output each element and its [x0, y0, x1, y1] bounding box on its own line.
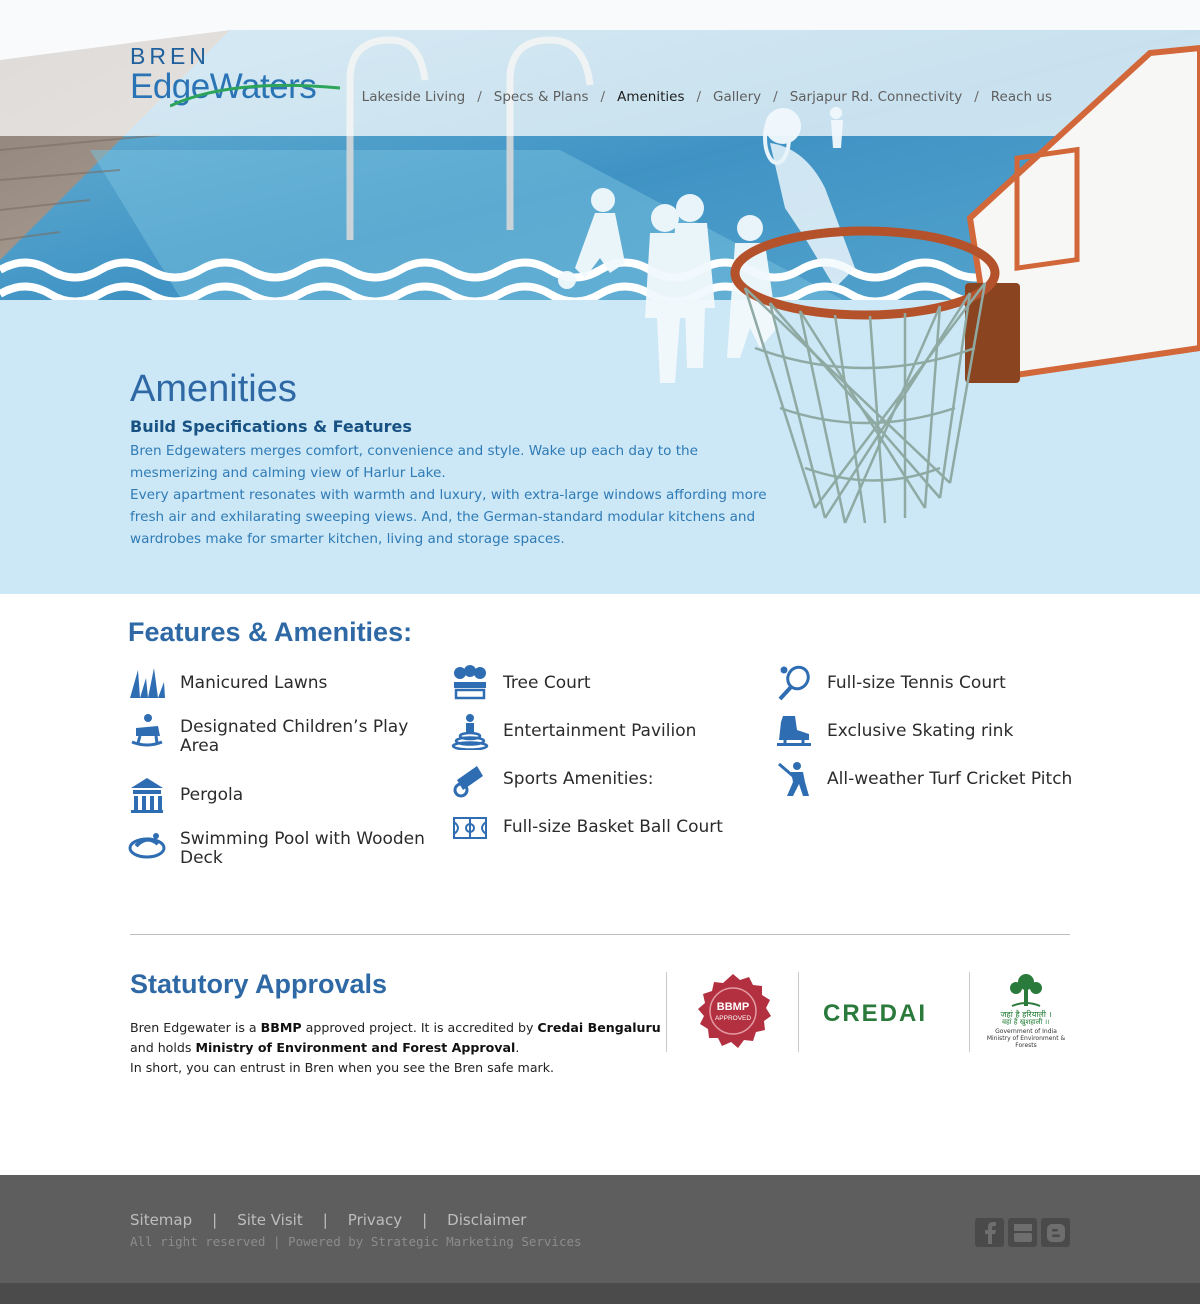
- footer-separator: |: [422, 1211, 428, 1229]
- logo-edgewaters-text: EdgeWaters: [130, 67, 317, 106]
- feature-item: [451, 760, 751, 808]
- nav-separator: /: [974, 89, 979, 105]
- feature-label: Pergola: [180, 785, 244, 805]
- feature-label: Entertainment Pavilion: [503, 721, 697, 741]
- feature-label: Full-size Basket Ball Court: [503, 817, 723, 837]
- intro-paragraph-1: Bren Edgewaters merges comfort, convenience and style. Wake up each day to the mesmerizing and calming view of Harlur Lake.: [130, 443, 699, 481]
- nav-specs-plans[interactable]: Specs & Plans: [493, 89, 589, 105]
- bbmp-seal-icon: [693, 972, 773, 1052]
- logo-swoosh-icon: [170, 70, 350, 110]
- nav-sarjapur-connectivity[interactable]: Sarjapur Rd. Connectivity: [789, 89, 963, 105]
- bren-edgewaters-logo[interactable]: [130, 44, 350, 114]
- bbmp-approved-badge: [666, 972, 798, 1052]
- nav-lakeside-living[interactable]: Lakeside Living: [361, 89, 466, 105]
- footer-copyright: All right reserved | Powered by Strategic Marketing Services: [130, 1234, 582, 1249]
- moef-caption-line-2: Ministry of Environment & Forests: [986, 1035, 1066, 1049]
- feature-item: [451, 712, 751, 760]
- logo-bren-text: BREN: [130, 43, 210, 69]
- footer-link-disclaimer[interactable]: Disclaimer: [447, 1211, 527, 1229]
- moef-slogan-line-2: वहां है खुशहाली ।।: [1002, 1018, 1050, 1026]
- hero-banner: [0, 0, 1200, 594]
- feature-label: Swimming Pool with Wooden Deck: [180, 829, 425, 868]
- approvals-line-2: In short, you can entrust in Bren when you see the Bren safe mark.: [130, 1060, 555, 1075]
- intro-paragraph-2: Every apartment resonates with warmth and luxury, with extra-large windows affording more fresh air and exhilarating sweeping views. And, the German-standard modular kitchens and wardrobes make for smarter kitchen, living and storage spaces.: [130, 487, 767, 547]
- basketball-court-icon: [451, 808, 489, 846]
- credai-badge: [798, 972, 969, 1052]
- feature-item: [128, 776, 428, 824]
- footer-links: [130, 1211, 526, 1229]
- facebook-icon[interactable]: [975, 1218, 1004, 1247]
- bbmp-approved-label: APPROVED: [714, 1015, 752, 1022]
- footer-bottom-bar: [0, 1283, 1200, 1304]
- approvals-text-1: Bren Edgewater is a: [130, 1020, 261, 1035]
- approvals-moef: Ministry of Environment and Forest Approval: [195, 1040, 516, 1055]
- feature-label: Designated Children’s Play Area: [180, 717, 409, 756]
- skate-icon: [775, 712, 813, 750]
- blogger-icon[interactable]: [1041, 1218, 1070, 1247]
- feature-item: [775, 712, 1075, 760]
- approvals-title: Statutory Approvals: [130, 969, 388, 999]
- moef-slogan-line-1: जहां है हरियाली ।: [1000, 1010, 1052, 1019]
- youtube-icon[interactable]: [1008, 1218, 1037, 1247]
- feature-label: All-weather Turf Cricket Pitch: [827, 769, 1073, 789]
- nav-separator: /: [773, 89, 778, 105]
- moef-badge: [969, 972, 1070, 1052]
- pavilion-icon: [451, 712, 489, 750]
- footer-link-sitemap[interactable]: Sitemap: [130, 1211, 193, 1229]
- feature-item: [128, 664, 428, 712]
- main-nav: [362, 89, 1052, 105]
- tennis-racket-icon: [775, 664, 813, 702]
- footer: [0, 1175, 1200, 1283]
- intro-text: [130, 440, 770, 550]
- lawn-icon: [128, 664, 166, 702]
- feature-item: [128, 824, 428, 888]
- feature-item: [775, 664, 1075, 712]
- approvals-text-4: .: [515, 1040, 520, 1055]
- features-column-3: [775, 664, 1075, 808]
- tree-court-icon: [451, 664, 489, 702]
- credai-logo-text: CREDAI: [823, 1000, 928, 1027]
- feature-item: [451, 664, 751, 712]
- approvals-text-2: approved project. It is accredited by: [301, 1020, 538, 1035]
- rocking-horse-icon: [128, 712, 166, 750]
- nav-amenities[interactable]: Amenities: [617, 89, 685, 105]
- footer-link-privacy[interactable]: Privacy: [347, 1211, 403, 1229]
- nav-separator: /: [696, 89, 702, 105]
- nav-separator: /: [477, 89, 482, 105]
- approvals-credai: Credai Bengaluru: [537, 1020, 661, 1035]
- footer-separator: |: [212, 1211, 218, 1229]
- section-divider: [130, 934, 1070, 935]
- tree-emblem-icon: [1006, 972, 1046, 1010]
- feature-label: Exclusive Skating rink: [827, 721, 1014, 741]
- nav-gallery[interactable]: Gallery: [713, 89, 762, 105]
- nav-separator: /: [600, 89, 606, 105]
- features-column-1: [128, 664, 428, 888]
- footer-separator: |: [322, 1211, 328, 1229]
- features-title: Features & Amenities:: [128, 617, 413, 647]
- feature-item: [128, 712, 428, 776]
- moef-caption: [980, 1018, 1072, 1049]
- feature-label: Sports Amenities:: [503, 769, 654, 789]
- cricket-icon: [775, 760, 813, 798]
- nav-reach-us[interactable]: Reach us: [990, 89, 1052, 105]
- footer-link-site-visit[interactable]: Site Visit: [237, 1211, 303, 1229]
- page-subtitle: Build Specifications & Features: [130, 417, 412, 436]
- swimming-icon: [128, 824, 166, 862]
- feature-item: [775, 760, 1075, 808]
- feature-label: Full-size Tennis Court: [827, 673, 1006, 693]
- approvals-text-3: and holds: [130, 1040, 196, 1055]
- approvals-text: [130, 1018, 670, 1078]
- features-column-2: [451, 664, 751, 856]
- feature-label: Manicured Lawns: [180, 673, 328, 693]
- pergola-icon: [128, 776, 166, 814]
- shuttlecock-icon: [451, 760, 489, 798]
- moef-caption-line-1: Government of India: [995, 1028, 1057, 1035]
- feature-label: Tree Court: [503, 673, 591, 693]
- approvals-bbmp: BBMP: [260, 1020, 302, 1035]
- bbmp-label: BBMP: [716, 1001, 750, 1013]
- page-title: Amenities: [130, 368, 297, 410]
- feature-item: [451, 808, 751, 856]
